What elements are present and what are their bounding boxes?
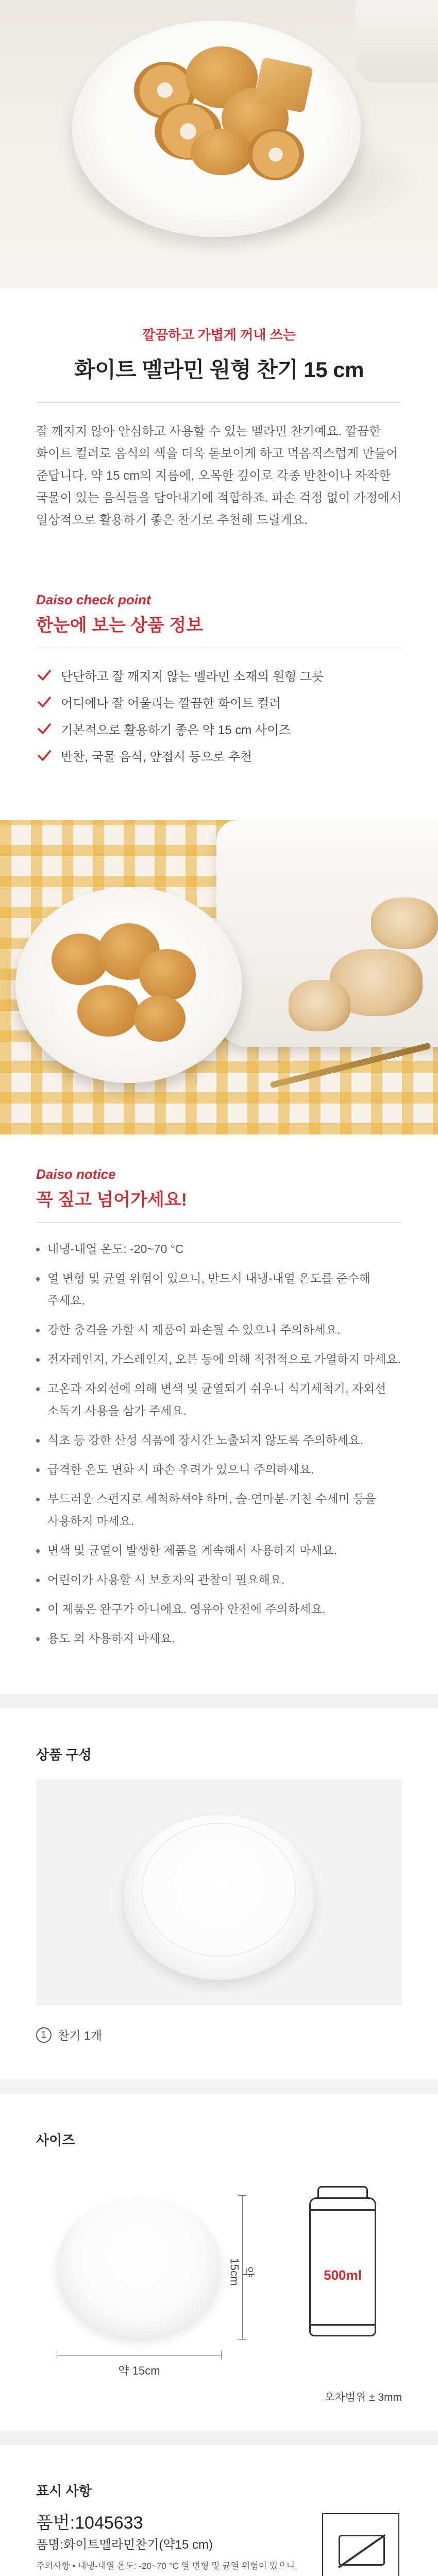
hero-photo	[0, 0, 438, 289]
list-item-text: 어디에나 잘 어울리는 깔끔한 화이트 컬러	[61, 696, 281, 710]
item-code: 품번:1045633	[36, 2513, 143, 2533]
list-item	[36, 662, 402, 688]
notice-section	[0, 1166, 438, 1650]
check-icon	[36, 720, 53, 737]
intro-section	[0, 289, 438, 531]
lifestyle-photo	[0, 820, 438, 1134]
section-divider	[0, 2079, 438, 2094]
check-point-section	[0, 592, 438, 769]
no-microwave-icon	[322, 2513, 399, 2576]
check-icon	[36, 693, 53, 710]
check-point-title: 한눈에 보는 상품 정보	[36, 616, 203, 635]
list-item	[36, 688, 402, 715]
list-item-text: 반찬, 국물 음식, 앞접시 등으로 추천	[61, 750, 252, 764]
list-item-text: 기본적으로 활용하기 좋은 약 15 cm 사이즈	[61, 723, 291, 737]
notice-title: 꼭 짚고 넘어가세요!	[36, 1190, 187, 1210]
tagline: 깔끔하고 가볍게 꺼내 쓰는	[142, 327, 296, 343]
section-divider	[0, 1694, 438, 1708]
size-section	[0, 2130, 438, 2404]
list-item-text: 단단하고 잘 깨지지 않는 멜라민 소재의 원형 그릇	[61, 669, 324, 684]
list-item: 강한 충격을 가할 시 제품이 파손될 수 있으니 주의하세요.	[36, 1319, 402, 1341]
list-item: 열 변형 및 균열 위험이 있으니, 반드시 내냉-내열 온도를 준수해 주세요.	[36, 1267, 402, 1312]
list-item	[36, 715, 402, 742]
list-item: 어린이가 사용할 시 보호자의 관찰이 필요해요.	[36, 1569, 402, 1591]
can-label: 500ml	[324, 2267, 362, 2283]
list-item: 고온과 자외선에 의해 변색 및 균열되기 쉬우니 식기세척기, 자외선 소독기 사용을 삼가 주세요.	[36, 1378, 402, 1422]
product-title: 화이트 멜라민 원형 찬기 15 cm	[74, 358, 364, 382]
item-name: 품명:화이트멜라민찬기(약15 cm)	[36, 2538, 213, 2552]
component-number: 1	[36, 2027, 52, 2043]
tolerance-text: 오차범위 ± 3mm	[324, 2392, 402, 2403]
components-section	[0, 1744, 438, 2043]
divider	[36, 1222, 402, 1223]
list-item	[36, 742, 402, 769]
size-title: 사이즈	[36, 2132, 75, 2148]
check-icon	[36, 667, 53, 683]
check-point-eyebrow: Daiso check point	[36, 592, 151, 607]
check-icon	[36, 747, 53, 764]
label-info	[36, 2513, 402, 2576]
components-photo	[36, 1779, 402, 2006]
list-item: 식초 등 강한 산성 식품에 장시간 노출되지 않도록 주의하세요.	[36, 1429, 402, 1451]
label-info-section	[0, 2481, 438, 2576]
list-item: 이 제품은 완구가 아니에요. 영유아 안전에 주의하세요.	[36, 1598, 402, 1620]
list-item: 전자레인지, 가스레인지, 오븐 등에 의해 직접적으로 가열하지 마세요.	[36, 1348, 402, 1370]
component-label: 찬기 1개	[58, 2029, 102, 2042]
section-divider	[0, 2430, 438, 2445]
white-plate	[57, 2197, 222, 2337]
list-item: 급격한 온도 변화 시 파손 우려가 있으니 주의하세요.	[36, 1459, 402, 1481]
list-item: 부드러운 스펀지로 세척하셔야 하며, 솔·연마분·거친 수세미 등을 사용하지 마세요.	[36, 1488, 402, 1532]
component-item	[36, 2026, 402, 2043]
components-title: 상품 구성	[36, 1747, 92, 1762]
list-item: 용도 외 사용하지 마세요.	[36, 1628, 402, 1650]
height-label: 약 15cm	[228, 2258, 255, 2286]
list-item: 변색 및 균열이 발생한 제품을 계속해서 사용하지 마세요.	[36, 1539, 402, 1562]
width-label: 약 15cm	[118, 2364, 160, 2377]
size-diagram	[36, 2164, 402, 2377]
check-point-list	[36, 662, 402, 769]
usage-icons	[319, 2513, 402, 2576]
notice-eyebrow: Daiso notice	[36, 1166, 116, 1182]
divider	[36, 402, 402, 403]
label-info-title: 표시 사항	[36, 2483, 92, 2499]
side-plate	[356, 0, 438, 82]
list-item: 내냉-내열 온도: -20~70 °C	[36, 1238, 402, 1260]
can-icon	[309, 2185, 376, 2340]
notice-list	[36, 1238, 402, 1650]
caution-text: 주의사항 • 내냉-내열 온도: -20~70 °C 열 변형 및 균열 위험이 있으니,	[36, 2561, 297, 2571]
product-description: 잘 깨지지 않아 안심하고 사용할 수 있는 멜라민 찬기예요. 깔끔한 화이트 컬러로 음식의 색을 더욱 돋보이게 하고 먹음직스럽게 만들어 준답니다. 약 15 cm의 지름에, 오목한 깊이로 각종 반찬이나 자작한 국물이 있는 음식들을 담아내기에 적합하죠. 파손 걱정 없이 가정에서 일상적으로 활용하기 좋은 찬기로 추천해 드릴게요.	[36, 425, 402, 527]
white-plate	[15, 887, 242, 1083]
